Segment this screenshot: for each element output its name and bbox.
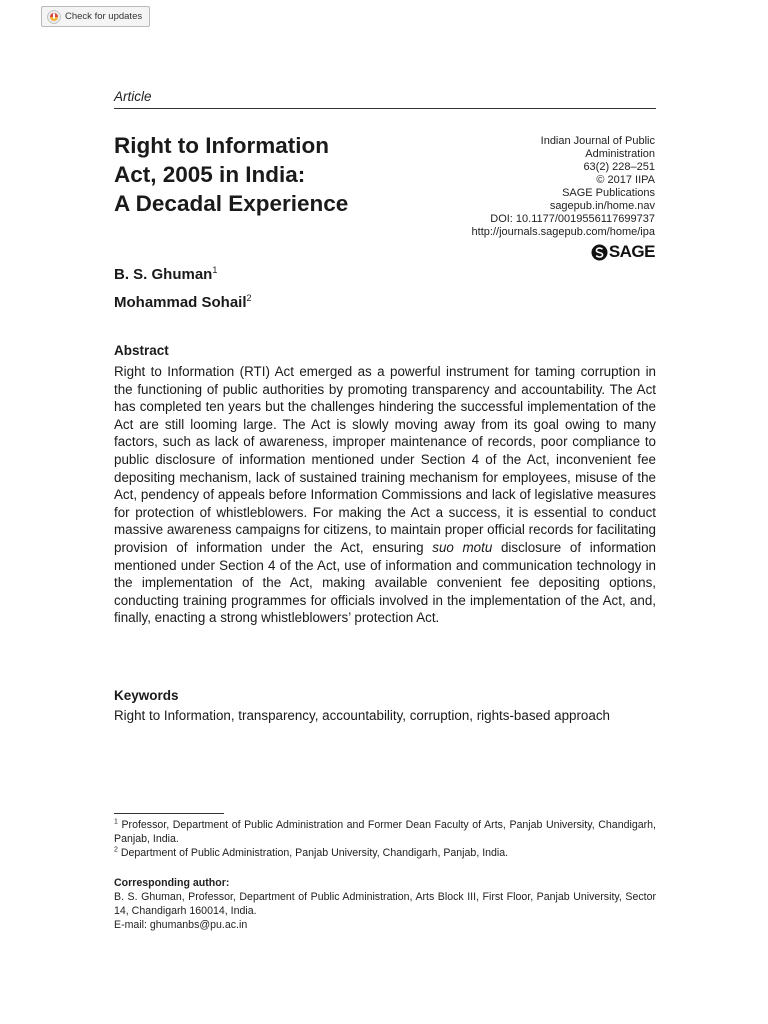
abstract-text (114, 363, 656, 627)
author-2-footnote-marker: 2 (246, 293, 252, 303)
abstract-italic-term: suo motu (432, 539, 493, 555)
footnote-2-marker: 2 (114, 846, 118, 854)
author-1 (114, 266, 217, 283)
publisher-url[interactable]: sagepub.in/home.nav (549, 200, 655, 212)
sage-logo-icon (591, 244, 608, 261)
footnotes (114, 818, 656, 860)
footnote-1 (114, 818, 656, 846)
journal-publisher: SAGE Publications (562, 187, 655, 199)
footnote-1-text: Professor, Department of Public Administration and Former Dean Faculty of Arts, Panjab University, Chandigarh, Panjab, India. (114, 819, 656, 845)
author-1-footnote-marker: 1 (212, 265, 218, 275)
title-line-3: A Decadal Experience (114, 191, 349, 216)
journal-name-line-2: Administration (585, 148, 655, 160)
corresponding-author-heading: Corresponding author: (114, 877, 230, 889)
sage-logo (591, 242, 655, 262)
header-divider (114, 108, 656, 109)
footnote-divider (114, 813, 224, 814)
footnote-1-marker: 1 (114, 818, 118, 826)
doi[interactable]: DOI: 10.1177/0019556117699737 (490, 213, 655, 225)
abstract-text-part-2: disclosure of information mentioned under Section 4 of the Act, use of information and communication technology in the implementation of the Act, making available convenient fee depositing options, conducting training programmes for officials involved in the implementation of the Act, and, finally, enacting a strong whistleblowers’ protection Act. (114, 539, 656, 626)
corresponding-author (114, 876, 656, 932)
article-type-label: Article (114, 89, 152, 104)
check-for-updates-button[interactable] (41, 6, 150, 27)
journal-volume: 63(2) 228–251 (583, 161, 655, 173)
author-2-name: Mohammad Sohail (114, 294, 247, 311)
abstract-heading: Abstract (114, 343, 169, 358)
corresponding-author-email[interactable]: E-mail: ghumanbs@pu.ac.in (114, 919, 248, 931)
journal-name-line-1: Indian Journal of Public (540, 135, 655, 147)
journal-copyright: © 2017 IIPA (596, 174, 655, 186)
journal-metadata (375, 135, 655, 239)
footnote-2-text: Department of Public Administration, Panjab University, Chandigarh, Panjab, India. (117, 847, 509, 859)
title-line-1: Right to Information (114, 133, 329, 158)
corresponding-author-address: B. S. Ghuman, Professor, Department of Public Administration, Arts Block III, First Floor, Panjab University, Sector 14, Chandigarh 160014, India. (114, 891, 656, 917)
abstract-text-part-1: Right to Information (RTI) Act emerged as a powerful instrument for taming corruption in the functioning of public authorities by promoting transparency and accountability. The Act has completed ten years but the challenges hindering the successful implementation of the Act are still looming large. The Act is slowly moving away from its goal owing to many factors, such as lack of awareness, improper maintenance of records, poor compliance to public disclosure of information mentioned under Section 4 of the Act, inconvenient fee depositing mechanism, lack of sustained training mechanism for employees, misuse of the Act, pendency of appeals before Information Commissions and lack of legislative measures for protection of whistleblowers. For making the Act a success, it is essential to conduct massive awareness campaigns for citizens, to maintain proper official records for facilitating provision of information under the Act, ensuring (114, 364, 656, 555)
author-2 (114, 294, 252, 311)
keywords-heading: Keywords (114, 688, 179, 703)
keywords-text: Right to Information, transparency, accountability, corruption, rights-based approach (114, 708, 610, 723)
journal-url[interactable]: http://journals.sagepub.com/home/ipa (471, 226, 655, 238)
check-for-updates-label: Check for updates (65, 11, 143, 22)
sage-logo-text: SAGE (608, 242, 655, 261)
author-1-name: B. S. Ghuman (114, 266, 213, 283)
footnote-2 (114, 846, 656, 860)
crossmark-icon (47, 10, 61, 24)
title-line-2: Act, 2005 in India: (114, 162, 306, 187)
